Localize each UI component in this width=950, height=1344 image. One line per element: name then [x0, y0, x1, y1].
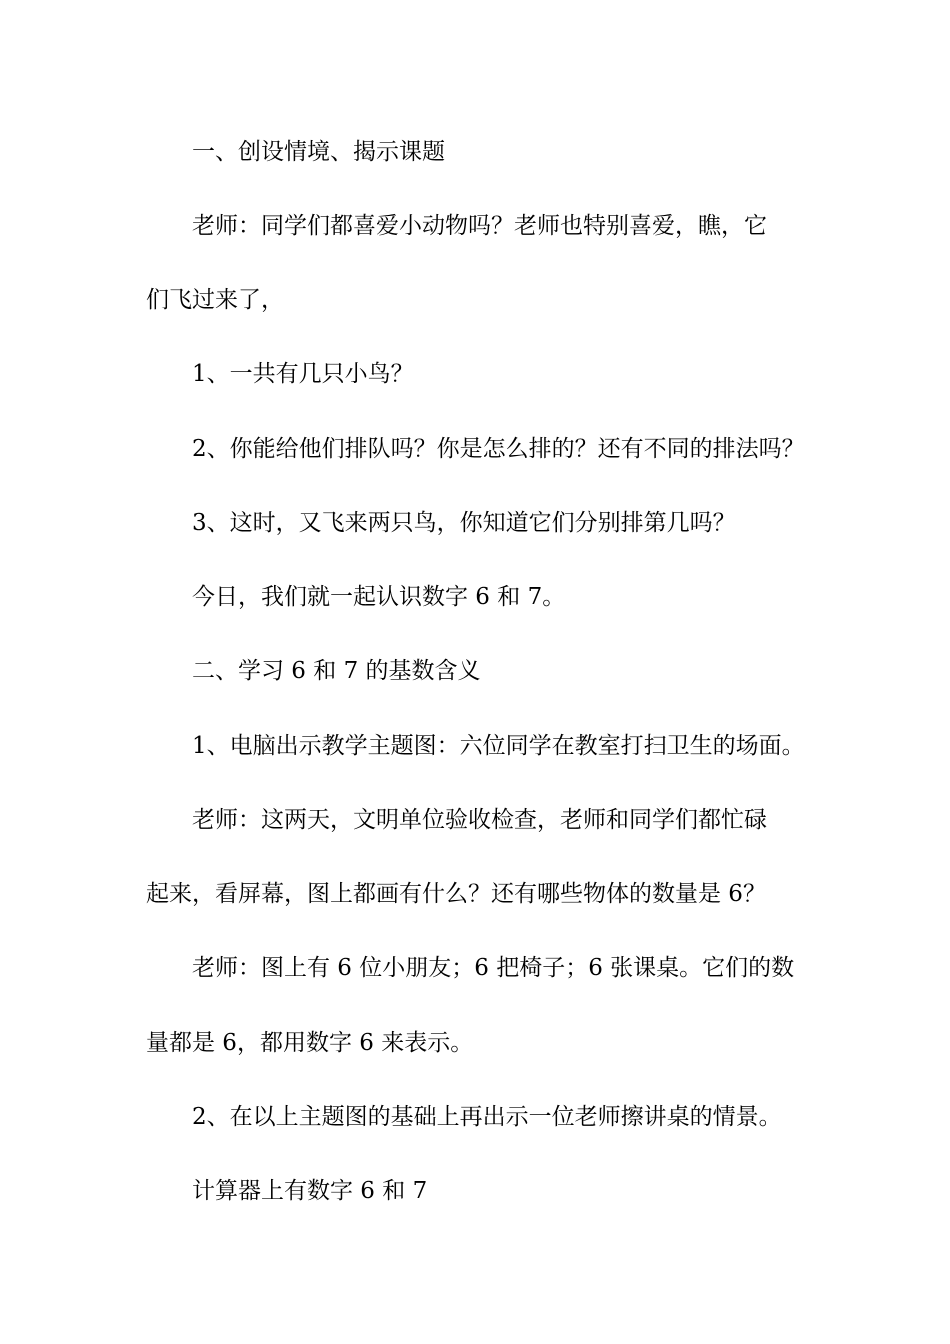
paragraph-line: 计算器上有数字 6 和 7 [192, 1178, 428, 1204]
paragraph-line: 们飞过来了， [146, 287, 284, 313]
paragraph-line: 量都是 6，都用数字 6 来表示。 [146, 1030, 474, 1056]
paragraph-line: 1、电脑出示教学主题图：六位同学在教室打扫卫生的场面。 [192, 733, 805, 759]
paragraph-line: 2、在以上主题图的基础上再出示一位老师擦讲桌的情景。 [192, 1104, 782, 1130]
paragraph-line: 老师：这两天，文明单位验收检查，老师和同学们都忙碌 [192, 807, 767, 833]
paragraph-line: 老师：同学们都喜爱小动物吗？老师也特别喜爱，瞧，它 [192, 213, 767, 239]
paragraph-line: 3、这时，又飞来两只鸟，你知道它们分别排第几吗？ [192, 510, 736, 536]
paragraph-line: 今日，我们就一起认识数字 6 和 7。 [192, 584, 566, 610]
paragraph-line: 老师：图上有 6 位小朋友；6 把椅子；6 张课桌。它们的数 [192, 955, 795, 981]
section-heading-1: 一、创设情境、揭示课题 [192, 139, 445, 165]
paragraph-line: 1、一共有几只小鸟？ [192, 361, 414, 387]
paragraph-line: 2、你能给他们排队吗？你是怎么排的？还有不同的排法吗？ [192, 436, 805, 462]
paragraph-line: 起来，看屏幕，图上都画有什么？还有哪些物体的数量是 6？ [146, 881, 766, 907]
section-heading-2: 二、学习 6 和 7 的基数含义 [192, 658, 481, 684]
